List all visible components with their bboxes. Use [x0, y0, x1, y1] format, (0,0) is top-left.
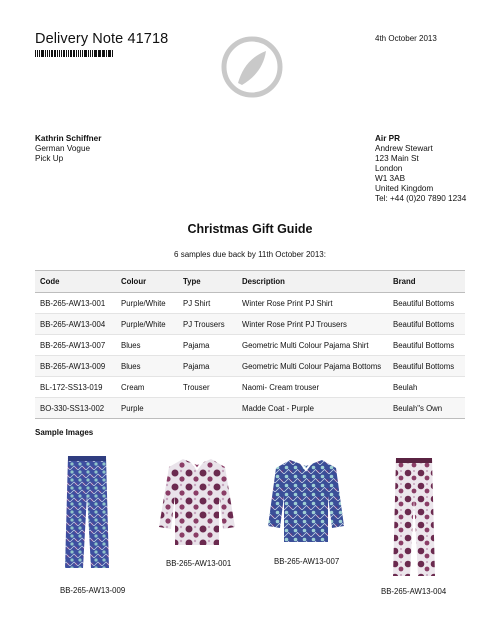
company-logo: [220, 35, 284, 99]
sample-caption: BB-265-AW13-007: [274, 557, 340, 566]
cell-type: Trouser: [178, 377, 237, 398]
recipient-address: [35, 134, 101, 164]
sample-image-rose-pj-trousers: [391, 456, 437, 580]
items-table: [35, 270, 465, 419]
barcode: [35, 50, 113, 57]
recipient-line: German Vogue: [35, 144, 91, 153]
cell-colour: Blues: [116, 356, 178, 377]
sender-line: Tel: +44 (0)20 7890 1234: [375, 194, 467, 203]
cell-description: Geometric Multi Colour Pajama Shirt: [237, 335, 388, 356]
cell-colour: Purple: [116, 398, 178, 419]
cell-code: BB-265-AW13-004: [35, 314, 116, 335]
document-heading: Christmas Gift Guide: [187, 222, 313, 236]
recipient-line: Pick Up: [35, 154, 64, 163]
column-header-type: Type: [178, 271, 237, 293]
sender-address: [375, 134, 466, 204]
cell-type: PJ Trousers: [178, 314, 237, 335]
table-row: [35, 398, 465, 419]
cell-type: PJ Shirt: [178, 293, 237, 314]
sample-caption: BB-265-AW13-009: [60, 586, 126, 595]
sample-image-rose-pj-shirt: [157, 455, 237, 547]
cell-brand: Beautiful Bottoms: [388, 356, 465, 377]
cell-type: Pajama: [178, 356, 237, 377]
cell-type: Pajama: [178, 335, 237, 356]
sample-images-heading: Sample Images: [35, 428, 94, 437]
cell-colour: Cream: [116, 377, 178, 398]
cell-type: [178, 398, 237, 419]
recipient-name: Kathrin Schiffner: [35, 134, 102, 143]
cell-description: Naomi- Cream trouser: [237, 377, 388, 398]
table-row: [35, 356, 465, 377]
cell-description: Geometric Multi Colour Pajama Bottoms: [237, 356, 388, 377]
cell-colour: Blues: [116, 335, 178, 356]
cell-code: BB-265-AW13-007: [35, 335, 116, 356]
samples-due-text: 6 samples due back by 11th October 2013:: [174, 250, 326, 259]
column-header-code: Code: [35, 271, 116, 293]
sample-image-blue-pajama-shirt: [266, 456, 346, 544]
table-row: [35, 335, 465, 356]
column-header-brand: Brand: [388, 271, 465, 293]
table-row: [35, 314, 465, 335]
sender-line: Andrew Stewart: [375, 144, 433, 153]
sender-line: 123 Main St: [375, 154, 419, 163]
sender-line: London: [375, 164, 403, 173]
cell-brand: Beautiful Bottoms: [388, 314, 465, 335]
cell-code: BO-330-SS13-002: [35, 398, 116, 419]
cell-description: Winter Rose Print PJ Trousers: [237, 314, 388, 335]
table-row: [35, 293, 465, 314]
sample-caption: BB-265-AW13-001: [166, 559, 232, 568]
cell-brand: Beulah: [388, 377, 465, 398]
cell-colour: Purple/White: [116, 293, 178, 314]
column-header-colour: Colour: [116, 271, 178, 293]
delivery-note-title: Delivery Note 41718: [35, 31, 169, 47]
cell-description: Madde Coat - Purple: [237, 398, 388, 419]
cell-code: BB-265-AW13-009: [35, 356, 116, 377]
table-header-row: [35, 271, 465, 293]
cell-brand: Beautiful Bottoms: [388, 335, 465, 356]
cell-code: BB-265-AW13-001: [35, 293, 116, 314]
column-header-description: Description: [237, 271, 388, 293]
document-date: 4th October 2013: [375, 34, 437, 43]
table-row: [35, 377, 465, 398]
cell-brand: Beautiful Bottoms: [388, 293, 465, 314]
cell-brand: Beulah"s Own: [388, 398, 465, 419]
sender-name: Air PR: [375, 134, 401, 143]
cell-code: BL-172-SS13-019: [35, 377, 116, 398]
cell-colour: Purple/White: [116, 314, 178, 335]
cell-description: Winter Rose Print PJ Shirt: [237, 293, 388, 314]
sender-line: United Kingdom: [375, 184, 434, 193]
sample-image-blue-pajama-bottoms: [62, 454, 112, 572]
sample-caption: BB-265-AW13-004: [381, 587, 447, 596]
sender-line: W1 3AB: [375, 174, 406, 183]
